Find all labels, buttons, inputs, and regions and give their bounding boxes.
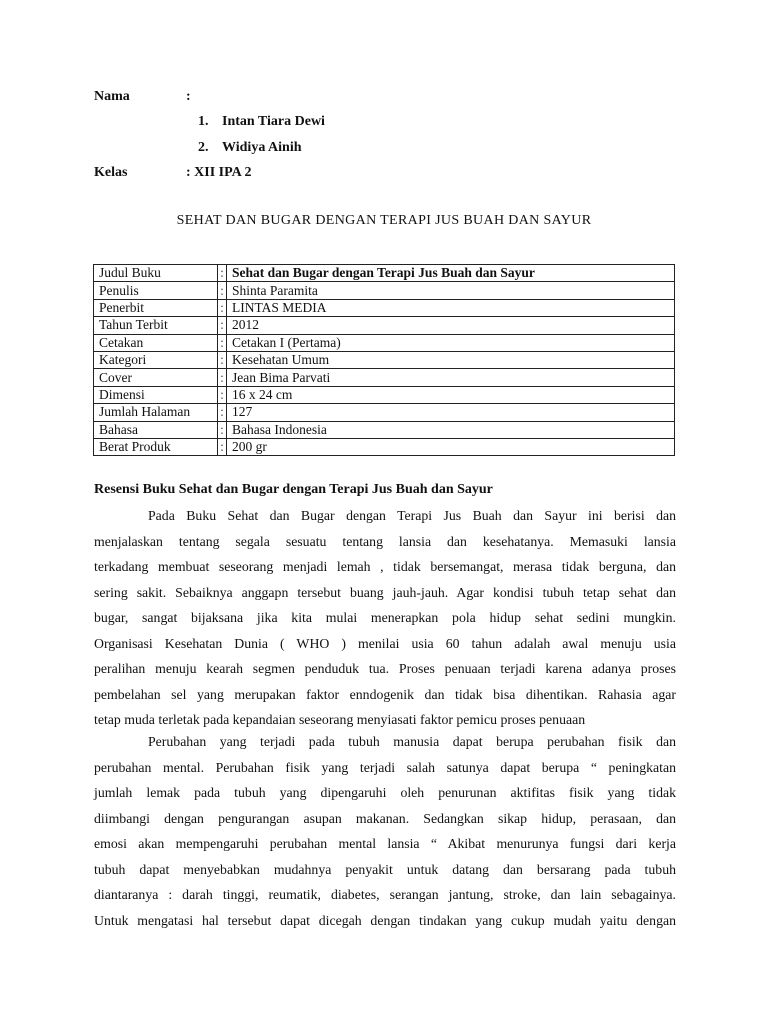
info-sep: : — [218, 334, 227, 351]
info-key: Judul Buku — [94, 265, 218, 282]
table-row — [94, 438, 675, 455]
paragraph-line: tubuh dapat menyebabkan mudahnya penyakit untuk datang dan bersarang pada tubuh — [94, 861, 676, 877]
info-key: Cetakan — [94, 334, 218, 351]
info-key: Kategori — [94, 351, 218, 368]
info-sep: : — [218, 351, 227, 368]
kelas-row — [94, 164, 251, 182]
info-value: Shinta Paramita — [227, 282, 675, 299]
nama-label: Nama — [94, 89, 130, 104]
info-value: 2012 — [227, 317, 675, 334]
document-title: SEHAT DAN BUGAR DENGAN TERAPI JUS BUAH DAN SAYUR — [176, 213, 592, 228]
paragraph-line: Pada Buku Sehat dan Bugar dengan Terapi Jus Buah dan Sayur ini berisi dan — [148, 508, 676, 523]
info-sep: : — [218, 438, 227, 455]
member-number: 2. — [198, 140, 209, 155]
paragraph-line: Untuk mengatasi hal tersebut dapat dicegah dengan tindakan yang cukup mudah yaitu dengan — [94, 912, 676, 928]
info-key: Penulis — [94, 282, 218, 299]
info-value: Bahasa Indonesia — [227, 421, 675, 438]
table-row — [94, 334, 675, 351]
info-key: Berat Produk — [94, 438, 218, 455]
paragraph-line: sering sakit. Sebaiknya anggapn tersebut buang jauh-jauh. Agar kondisi tubuh tetap sehat dan — [94, 584, 676, 600]
info-key: Bahasa — [94, 421, 218, 438]
paragraph-line: menjalaskan tentang segala sesuatu tentang lansia dan kesehatanya. Memasuki lansia — [94, 533, 676, 549]
info-value: Kesehatan Umum — [227, 351, 675, 368]
info-value: 16 x 24 cm — [227, 386, 675, 403]
info-sep: : — [218, 299, 227, 316]
book-info-table — [93, 264, 675, 456]
table-row — [94, 282, 675, 299]
member-name: Widiya Ainih — [222, 140, 302, 155]
info-value: LINTAS MEDIA — [227, 299, 675, 316]
info-key: Tahun Terbit — [94, 317, 218, 334]
info-key: Dimensi — [94, 386, 218, 403]
table-row — [94, 351, 675, 368]
table-row — [94, 386, 675, 403]
table-row — [94, 421, 675, 438]
paragraph-line: Perubahan yang terjadi pada tubuh manusia dapat berupa perubahan fisik dan — [148, 734, 676, 749]
member-name: Intan Tiara Dewi — [222, 114, 325, 129]
info-key: Cover — [94, 369, 218, 386]
info-sep: : — [218, 317, 227, 334]
info-value: Jean Bima Parvati — [227, 369, 675, 386]
paragraph-line: pembelahan sel yang merupakan faktor enndogenik dan tidak bisa dihentikan. Rahasia agar — [94, 686, 676, 702]
paragraph-line: bugar, sangat bijaksana jika kita mulai menerapkan pola hidup sehat sedini mungkin. — [94, 610, 676, 625]
member-item — [198, 139, 302, 157]
kelas-value: : XII IPA 2 — [186, 165, 252, 180]
member-item — [198, 113, 325, 131]
info-value: Cetakan I (Pertama) — [227, 334, 675, 351]
paragraph-line: peralihan menuju kearah segmen penduduk tua. Proses penuaan terjadi karena adanya proses — [94, 661, 676, 676]
info-sep: : — [218, 265, 227, 282]
nama-row — [94, 88, 191, 106]
paragraph-line: diimbangi dengan pengurangan asupan makanan. Sedangkan sikap hidup, perasaan, dan — [94, 810, 676, 826]
info-value: Sehat dan Bugar dengan Terapi Jus Buah dan Sayur — [227, 265, 675, 282]
info-value: 127 — [227, 404, 675, 421]
table-row — [94, 369, 675, 386]
paragraph-line: jumlah lemak pada tubuh yang dipengaruhi oleh penurunan aktifitas fisik yang tidak — [94, 785, 676, 800]
info-key: Penerbit — [94, 299, 218, 316]
kelas-label: Kelas — [94, 165, 128, 180]
info-value: 200 gr — [227, 438, 675, 455]
member-number: 1. — [198, 114, 209, 129]
table-row — [94, 265, 675, 282]
table-row — [94, 299, 675, 316]
paragraph-line: diantaranya : darah tinggi, reumatik, diabetes, serangan jantung, stroke, dan lain sebagainya. — [94, 887, 676, 902]
nama-colon: : — [186, 89, 191, 104]
info-sep: : — [218, 369, 227, 386]
info-sep: : — [218, 282, 227, 299]
info-key: Jumlah Halaman — [94, 404, 218, 421]
review-title: Resensi Buku Sehat dan Bugar dengan Terapi Jus Buah dan Sayur — [94, 482, 493, 497]
paragraph-line: perubahan mental. Perubahan fisik yang terjadi salah satunya dapat berupa “ peningkatan — [94, 759, 676, 775]
info-sep: : — [218, 404, 227, 421]
info-sep: : — [218, 421, 227, 438]
review-paragraph-2 — [94, 729, 676, 933]
table-row — [94, 404, 675, 421]
paragraph-line: Organisasi Kesehatan Dunia ( WHO ) menilai usia 60 tahun adalah awal menuju usia — [94, 635, 676, 651]
paragraph-line: tetap muda terletak pada kepandaian seseorang menyiasati faktor pemicu proses penuaan — [94, 712, 586, 727]
table-row — [94, 317, 675, 334]
paragraph-line: terkadang membuat seseorang menjadi lemah , tidak bersemangat, merasa tidak berguna, dan — [94, 559, 676, 574]
review-paragraph-1 — [94, 503, 676, 733]
info-sep: : — [218, 386, 227, 403]
paragraph-line: emosi akan mempengaruhi perubahan mental lansia “ Akibat menurunya fungsi dari kerja — [94, 836, 676, 851]
